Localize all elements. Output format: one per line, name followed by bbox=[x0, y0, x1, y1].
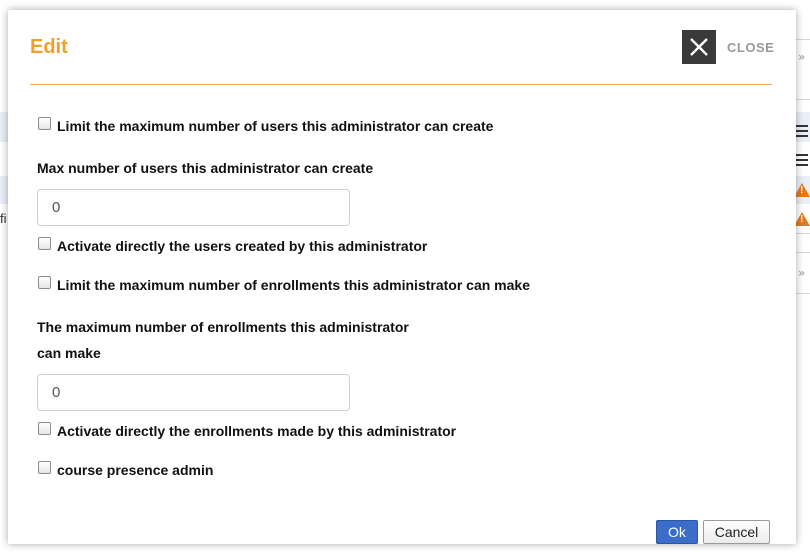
warning-icon bbox=[794, 183, 810, 197]
dialog-title: Edit bbox=[30, 36, 68, 58]
activate-enrollments-row bbox=[38, 423, 456, 439]
activate-users-row bbox=[38, 238, 427, 254]
limit-enrollments-label: Limit the maximum number of enrollments this administrator can make bbox=[57, 277, 530, 293]
limit-users-label: Limit the maximum number of users this administrator can create bbox=[57, 118, 494, 134]
menu-icon[interactable] bbox=[794, 125, 808, 140]
close-x-icon bbox=[682, 30, 716, 64]
ok-button[interactable]: Ok bbox=[656, 520, 698, 544]
background-text-fragment: fi bbox=[0, 211, 7, 226]
course-presence-checkbox[interactable] bbox=[38, 461, 51, 474]
limit-enrollments-checkbox[interactable] bbox=[38, 276, 51, 289]
course-presence-label: course presence admin bbox=[57, 462, 214, 478]
activate-users-label: Activate directly the users created by this administrator bbox=[57, 238, 428, 254]
close-button[interactable] bbox=[682, 30, 716, 64]
header-divider bbox=[30, 84, 772, 85]
edit-dialog bbox=[8, 10, 796, 544]
menu-icon[interactable] bbox=[794, 154, 808, 169]
close-label[interactable]: CLOSE bbox=[727, 40, 775, 55]
max-enrollments-input[interactable]: 0 bbox=[37, 374, 350, 411]
max-enrollments-label bbox=[37, 314, 477, 366]
max-users-input[interactable]: 0 bbox=[37, 189, 350, 226]
chevron-right-icon[interactable]: » bbox=[798, 266, 806, 280]
max-enrollments-label-line2: can make bbox=[37, 345, 101, 361]
activate-enrollments-label: Activate directly the enrollments made by this administrator bbox=[57, 423, 457, 439]
cancel-button[interactable]: Cancel bbox=[703, 520, 770, 544]
activate-enrollments-checkbox[interactable] bbox=[38, 422, 51, 435]
warning-icon bbox=[794, 212, 810, 226]
activate-users-checkbox[interactable] bbox=[38, 237, 51, 250]
chevron-right-icon[interactable]: » bbox=[798, 50, 806, 64]
max-users-label: Max number of users this administrator can create bbox=[37, 160, 374, 176]
max-enrollments-label-line1: The maximum number of enrollments this administrator bbox=[37, 319, 409, 335]
limit-enrollments-row bbox=[38, 277, 530, 293]
course-presence-row bbox=[38, 462, 213, 478]
limit-users-checkbox[interactable] bbox=[38, 117, 51, 130]
limit-users-row bbox=[38, 118, 493, 134]
